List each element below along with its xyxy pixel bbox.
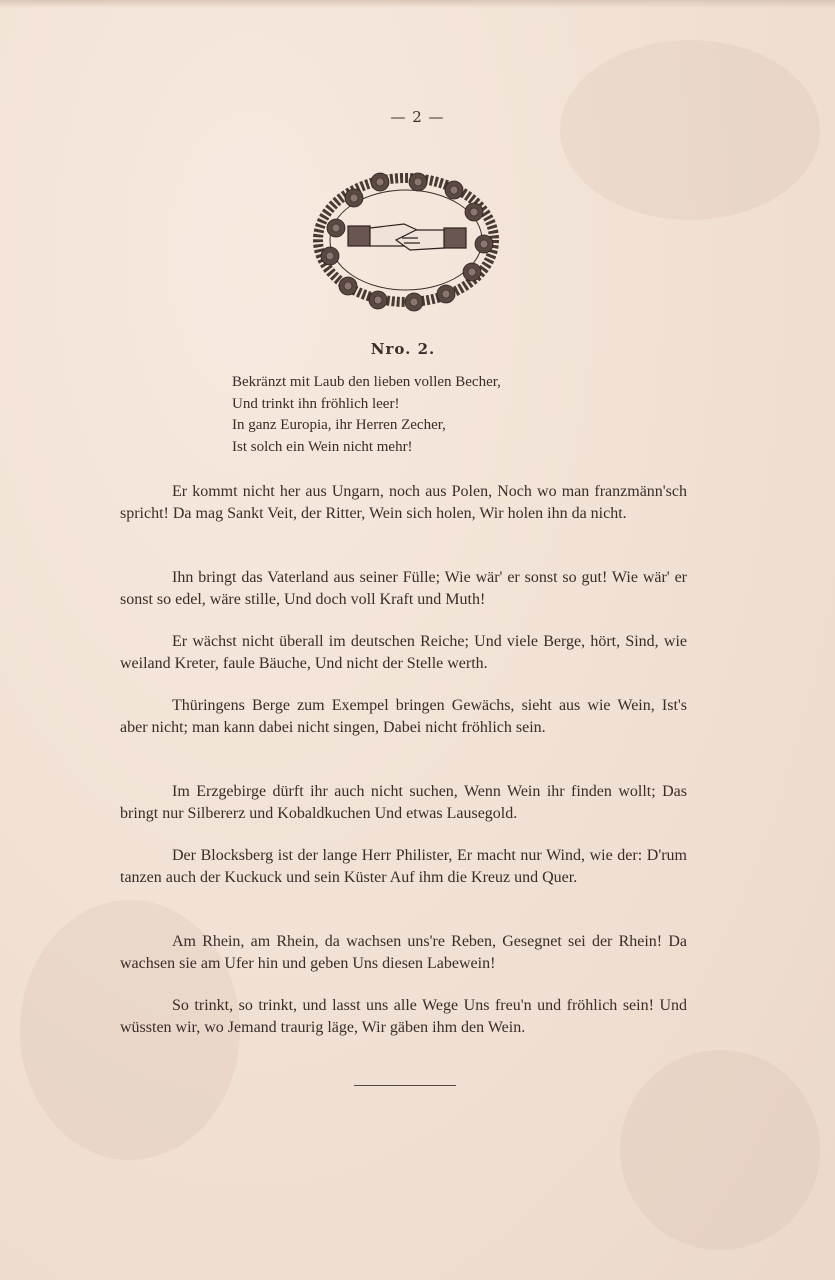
verse-line: In ganz Europia, ihr Herren Zecher, bbox=[232, 417, 446, 433]
stanza: Thüringens Berge zum Exempel bringen Gewächs, sieht aus wie Wein, Ist's aber nicht; man kann dabei nicht singen, Dabei nicht fröhlich sein. bbox=[120, 697, 687, 736]
paper-stain bbox=[620, 1050, 820, 1250]
closing-rule bbox=[354, 1085, 456, 1086]
verse-line: Ist solch ein Wein nicht mehr! bbox=[232, 438, 413, 455]
stanza: So trinkt, so trinkt, und lasst uns alle Wege Uns freu'n und fröhlich sein! Und wüssten wir, wo Jemand traurig läge, Wir gäben ihm den Wein. bbox=[120, 997, 687, 1036]
stanza: Er kommt nicht her aus Ungarn, noch aus Polen, Noch wo man franzmänn'sch spricht! Da mag Sankt Veit, der Ritter, Wein sich holen, Wir holen ihn da nicht. bbox=[120, 483, 687, 522]
stanza: Am Rhein, am Rhein, da wachsen uns're Reben, Gesegnet sei der Rhein! Da wachsen sie am Ufer hin und geben Uns diesen Labewein! bbox=[120, 933, 687, 972]
page-top-edge bbox=[0, 0, 835, 8]
handshake-wreath-icon bbox=[306, 168, 506, 318]
verse-line: Bekränzt mit Laub den lieben vollen Becher, bbox=[232, 374, 501, 390]
stanza: Er wächst nicht überall im deutschen Reiche; Und viele Berge, hört, Sind, wie weiland Kreter, faule Bäuche, Und nicht der Stelle werth. bbox=[120, 633, 687, 672]
stanza: Der Blocksberg ist der lange Herr Philister, Er macht nur Wind, wie der: D'rum tanzen auch der Kuckuck und sein Küster Auf ihm die Kreuz und Quer. bbox=[120, 847, 687, 886]
page-number: — 2 — bbox=[390, 108, 445, 126]
stanza: Ihn bringt das Vaterland aus seiner Fülle; Wie wär' er sonst so gut! Wie wär' er sonst so edel, wäre stille, Und doch voll Kraft und Muth! bbox=[120, 569, 687, 608]
song-number: Nro. 2. bbox=[370, 340, 436, 358]
verse-line: Und trinkt ihn fröhlich leer! bbox=[232, 395, 400, 412]
paper-stain bbox=[560, 40, 820, 220]
opening-verse bbox=[232, 372, 501, 458]
stanza: Im Erzgebirge dürft ihr auch nicht suchen, Wenn Wein ihr finden wollt; Das bringt nur Silbererz und Kobaldkuchen Und etwas Lausegold. bbox=[120, 783, 687, 822]
